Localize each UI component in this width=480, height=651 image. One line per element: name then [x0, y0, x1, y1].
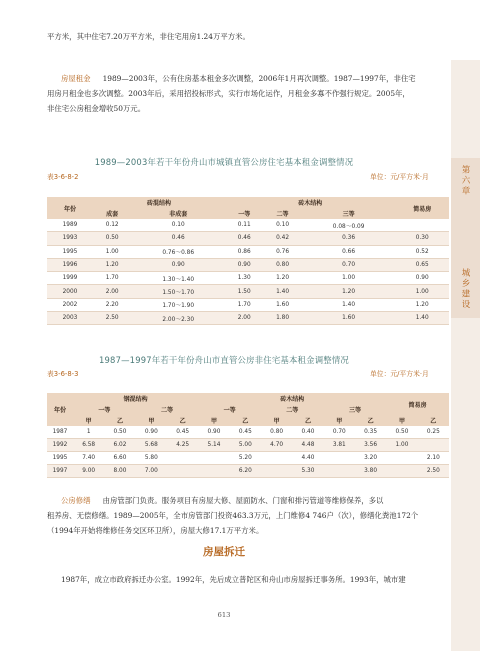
t2-cell: 0.50 [395, 429, 409, 435]
table1-row [47, 272, 449, 285]
t1-cell: 1995 [62, 248, 78, 255]
t1-cell: 1.70～1.90 [162, 303, 195, 310]
t2-ab-row [47, 415, 449, 426]
t2-grade: 二等 [136, 404, 199, 415]
t1-cell: 2.00 [225, 312, 263, 325]
table1-row [47, 312, 449, 325]
t2-cell: 4.40 [301, 455, 315, 461]
t1-cell [396, 219, 450, 232]
table1-row [47, 298, 449, 311]
t1-col-year: 年份 [47, 197, 93, 219]
t2-cell: 6.58 [73, 439, 104, 452]
t1-col-wood: 砖木结构 [225, 197, 395, 208]
t1-cell: 1989 [62, 222, 78, 229]
t1-cell: 1.00 [396, 285, 450, 298]
section-title: 房屋拆迁 [203, 546, 245, 558]
t2-cell: 7.40 [82, 455, 96, 461]
t2-ab-header: 甲 [73, 415, 104, 426]
repair-text-1: 由房管部门负责。服务项目有房屋大修、屋面防水、门窗和排污管道等维修保养，多以 [102, 496, 384, 505]
t2-cell: 0.90 [144, 429, 158, 435]
t1-cell: 1.30～1.40 [162, 276, 195, 283]
t1-cell: 1.20 [415, 301, 429, 308]
table1-unit: 单位：元/平方米·月 [370, 173, 429, 181]
t2-grade: 一等 [73, 404, 136, 415]
t1-cell: 1.50～1.70 [131, 285, 225, 298]
t1-cell: 0.90 [225, 258, 263, 271]
t1-cell: 1.40 [263, 285, 301, 298]
table1-row [47, 219, 449, 232]
t2-cell [198, 465, 229, 478]
t2-cell: 3.80 [355, 465, 386, 478]
t2-cell: 1995 [52, 455, 68, 461]
t1-cell: 2.50 [93, 312, 131, 325]
t2-cell: 0.90 [207, 429, 221, 435]
t1-cell: 0.70 [302, 258, 396, 271]
t1-cell: 0.46 [225, 232, 263, 245]
t2-cell: 6.02 [104, 439, 135, 452]
t2-ab-header: 甲 [136, 415, 167, 426]
t2-cell: 0.80 [270, 429, 284, 435]
t2-cell: 4.48 [292, 439, 323, 452]
table1 [47, 197, 449, 325]
t2-ab-header: 乙 [230, 415, 261, 426]
t1-sub: 三等 [302, 208, 396, 219]
t2-cell: 8.00 [104, 465, 135, 478]
t1-cell: 2003 [47, 312, 93, 325]
t1-cell: 1.30 [237, 275, 251, 282]
t2-ab-header: 乙 [167, 415, 198, 426]
t1-cell: 2002 [62, 301, 78, 308]
t2-cell [198, 452, 229, 465]
t2-cell: 4.25 [167, 439, 198, 452]
repair-heading: 公房修缮 [61, 496, 91, 505]
table2-code: 表3-6-8-3 [47, 370, 79, 378]
t2-cell [418, 439, 449, 452]
t1-cell: 0.76～0.86 [162, 250, 195, 257]
rent-heading: 房屋租金 [61, 74, 91, 83]
t2-cell: 1997 [47, 465, 73, 478]
t2-col-brick-wood: 砖木结构 [198, 393, 386, 404]
t2-cell: 0.35 [364, 429, 378, 435]
t1-cell: 0.90 [415, 275, 429, 282]
t1-cell: 0.90 [131, 258, 225, 271]
t1-cell: 1.40 [396, 312, 450, 325]
repair-paragraph-line2: 租养房、无偿修缮。1989—2005年，全市房管部门投资463.3万元，上门维修4 746户（次），修缮化粪池172个 [47, 511, 419, 520]
t1-cell: 1.70 [237, 301, 251, 308]
t1-sub: 非成套 [131, 208, 225, 219]
t1-cell: 1.80 [263, 312, 301, 325]
table2-row [47, 426, 449, 439]
t2-cell: 6.20 [230, 465, 261, 478]
table2-body [47, 426, 449, 478]
t2-cell: 7.00 [136, 465, 167, 478]
t1-cell: 2.20 [105, 301, 119, 308]
table2-unit: 单位：元/平方米·月 [370, 370, 429, 378]
t1-cell: 1996 [47, 258, 93, 271]
t1-cell: 0.46 [131, 232, 225, 245]
t2-grade: 一等 [198, 404, 261, 415]
t2-cell: 0.50 [113, 429, 127, 435]
t2-grade: 三等 [324, 404, 387, 415]
t1-cell: 1993 [47, 232, 93, 245]
t1-cell: 0.86 [237, 248, 251, 255]
t2-cell: 9.00 [73, 465, 104, 478]
t1-cell: 1.00 [105, 248, 119, 255]
t1-cell: 0.42 [263, 232, 301, 245]
t1-cell: 1.70 [105, 275, 119, 282]
table2 [47, 393, 449, 478]
t2-cell: 3.56 [355, 439, 386, 452]
t2-cell [386, 452, 417, 465]
t1-col-simple: 简易房 [396, 197, 450, 219]
t1-cell: 2000 [47, 285, 93, 298]
t1-col-brick-wood: 砖混结构 [93, 197, 225, 208]
t2-col-simple: 简易房 [386, 393, 449, 415]
t1-cell: 2.00 [93, 285, 131, 298]
rent-text-1: 1989—2003年，公有住房基本租金多次调整，2006年1月再次调整。1987—1997年，非住宅 [102, 74, 416, 83]
t1-cell: 1999 [62, 275, 78, 282]
t2-cell: 4.70 [261, 439, 292, 452]
t1-cell: 0.10 [171, 222, 185, 229]
t2-cell: 0.45 [176, 429, 190, 435]
t2-cell: 1.00 [386, 439, 417, 452]
t1-cell: 1.60 [276, 301, 290, 308]
t2-cell: 5.14 [198, 439, 229, 452]
t2-cell: 3.20 [364, 455, 378, 461]
t2-col-year: 年份 [47, 393, 73, 426]
section-label: 城乡建设 [460, 268, 470, 310]
chapter-sidebar [451, 60, 480, 651]
t2-cell: 0.45 [238, 429, 252, 435]
t2-ab-header: 甲 [386, 415, 417, 426]
t2-cell: 1987 [52, 429, 68, 435]
t1-cell: 0.08～0.09 [332, 223, 365, 230]
rent-paragraph-line2: 用房月租金也多次调整。2003年后，采用招投标形式，实行市场化运作，月租金多寡不作强行规定。2005年， [47, 89, 410, 98]
repair-paragraph-line1 [61, 493, 383, 508]
t1-cell: 0.36 [302, 232, 396, 245]
t1-cell: 0.66 [342, 248, 356, 255]
table1-code: 表3-6-8-2 [47, 173, 79, 181]
t2-cell [261, 465, 292, 478]
t2-cell: 5.80 [144, 455, 158, 461]
t1-cell: 0.12 [105, 222, 119, 229]
t1-cell: 1.40 [342, 301, 356, 308]
t2-cell: 3.81 [324, 439, 355, 452]
demolition-paragraph-line1: 1987年，成立市政府拆迁办公室。1992年，先后成立普陀区和舟山市房屋拆迁事务所。1993年，城市建 [61, 575, 406, 584]
t1-cell: 2.00～2.30 [131, 312, 225, 325]
rent-paragraph-line1 [61, 71, 416, 86]
t2-cell: 2.10 [426, 455, 440, 461]
t1-cell: 0.80 [263, 258, 301, 271]
t2-cell: 0.25 [426, 429, 440, 435]
table1-row [47, 232, 449, 245]
t1-cell: 0.52 [415, 248, 429, 255]
t2-cell [167, 465, 198, 478]
t1-cell: 1.50 [225, 285, 263, 298]
t2-cell: 2.50 [418, 465, 449, 478]
t2-cell: 1 [86, 429, 91, 435]
t1-cell: 0.76 [276, 248, 290, 255]
t2-cell: 1992 [47, 439, 73, 452]
t1-cell: 1.20 [93, 258, 131, 271]
t2-ab-header: 甲 [261, 415, 292, 426]
t2-cell [261, 452, 292, 465]
table1-title: 1989—2003年若干年份舟山市城镇直管公房住宅基本租金调整情况 [94, 157, 354, 167]
t1-cell: 1.00 [342, 275, 356, 282]
t1-cell: 1.20 [276, 275, 290, 282]
t2-cell: 6.60 [113, 455, 127, 461]
t2-cell [324, 465, 355, 478]
t1-sub: 二等 [263, 208, 301, 219]
t1-sub: 一等 [225, 208, 263, 219]
table1-row [47, 245, 449, 258]
t1-sub: 成套 [93, 208, 131, 219]
table2-row [47, 452, 449, 465]
t2-cell: 5.20 [238, 455, 252, 461]
t2-cell [386, 465, 417, 478]
t2-ab-header: 甲 [324, 415, 355, 426]
table1-row [47, 285, 449, 298]
t2-cell [324, 452, 355, 465]
t2-cell: 5.00 [230, 439, 261, 452]
repair-paragraph-line3: （1994年开始将维修任务交区环卫所），房屋大修17.1万平方米。 [47, 526, 264, 535]
t1-cell: 1.20 [302, 285, 396, 298]
table2-title: 1987—1997年若干年份舟山市直管公房非住宅基本租金调整情况 [98, 355, 350, 365]
t2-cell: 0.70 [332, 429, 346, 435]
t2-ab-header: 甲 [198, 415, 229, 426]
table2-row [47, 439, 449, 452]
t2-cell [167, 452, 198, 465]
intro-line: 平方米，其中住宅7.20万平方米，非住宅用房1.24万平方米。 [47, 32, 250, 41]
t1-cell: 0.11 [237, 222, 251, 229]
t2-grade: 二等 [261, 404, 324, 415]
t2-cell: 5.30 [292, 465, 323, 478]
t2-cell: 0.40 [301, 429, 315, 435]
t2-ab-header: 乙 [292, 415, 323, 426]
table1-row [47, 258, 449, 271]
t2-col-brick-concrete: 钢混结构 [73, 393, 198, 404]
rent-paragraph-line3: 非住宅公房租金增收50万元。 [47, 104, 146, 113]
t1-cell: 0.65 [396, 258, 450, 271]
page-number: 613 [217, 611, 231, 619]
t2-ab-header: 乙 [104, 415, 135, 426]
t1-cell: 1.60 [302, 312, 396, 325]
t2-ab-header: 乙 [418, 415, 449, 426]
t1-cell: 0.30 [396, 232, 450, 245]
t2-ab-header: 乙 [355, 415, 386, 426]
chapter-label: 第六章 [460, 165, 470, 197]
t1-cell: 0.50 [93, 232, 131, 245]
table1-body [47, 219, 449, 325]
table2-row [47, 465, 449, 478]
t1-cell: 0.10 [276, 222, 290, 229]
t2-cell: 5.68 [136, 439, 167, 452]
